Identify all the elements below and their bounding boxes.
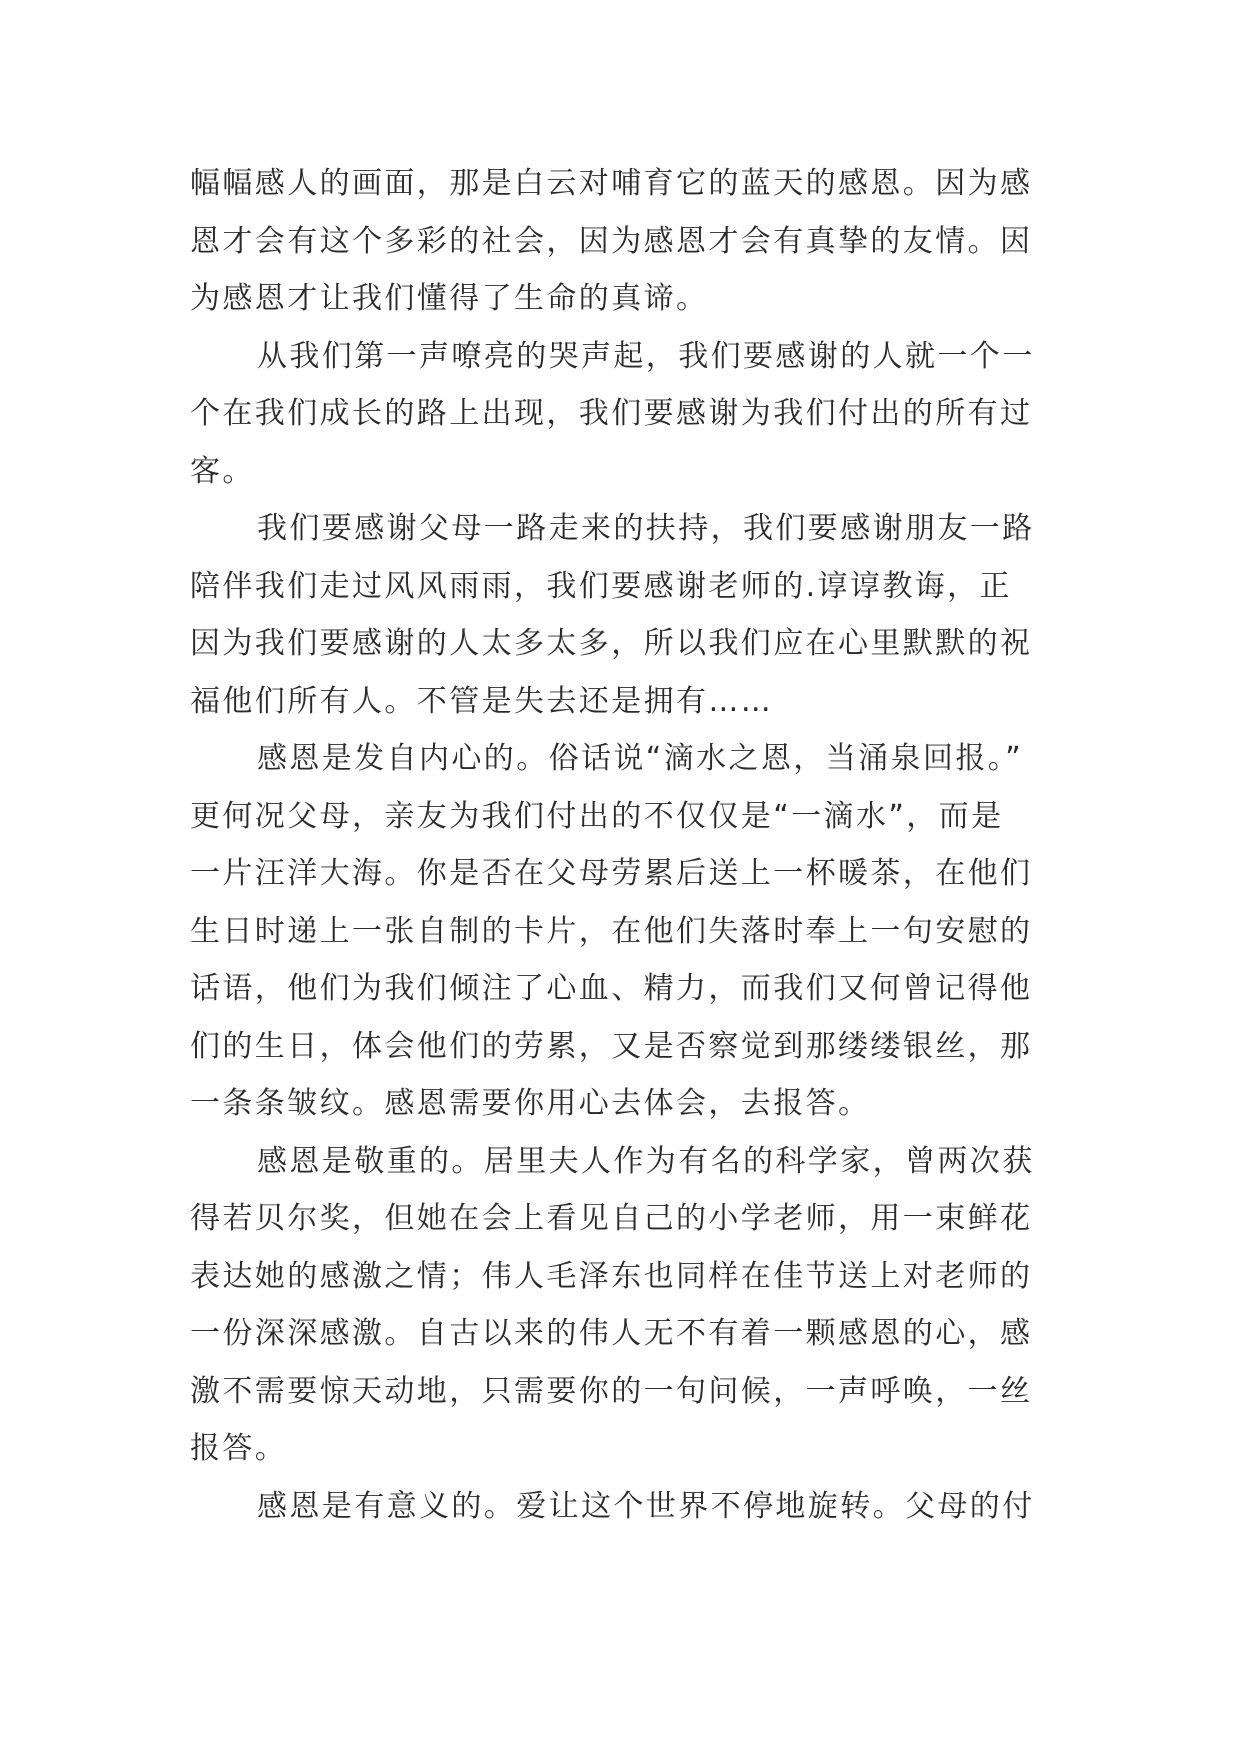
text-line: 福他们所有人。不管是失去还是拥有…… (190, 683, 774, 719)
text-line: 感恩是有意义的。爱让这个世界不停地旋转。父母的付 (257, 1488, 1035, 1524)
text-line: 生日时递上一张自制的卡片，在他们失落时奉上一句安慰的 (190, 913, 1033, 949)
text-line: 客。 (190, 453, 255, 489)
text-line: 一片汪洋大海。你是否在父母劳累后送上一杯暖茶，在他们 (190, 856, 1033, 891)
text-line: 为感恩才让我们懂得了生命的真谛。 (190, 281, 709, 316)
text-line: 们的生日，体会他们的劳累，又是否察觉到那缕缕银丝，那 (190, 1028, 1033, 1064)
text-line: 报答。 (190, 1431, 288, 1466)
text-line: 激不需要惊天动地，只需要你的一句问候，一声呼唤，一丝 (190, 1373, 1033, 1409)
text-line: 恩才会有这个多彩的社会，因为感恩才会有真挚的友情。因 (190, 223, 1033, 259)
text-line: 话语，他们为我们倾注了心血、精力，而我们又何曾记得他 (190, 971, 1033, 1006)
text-line: 感恩是发自内心的。俗话说“滴水之恩，当涌泉回报。” (257, 741, 1024, 776)
text-line: 因为我们要感谢的人太多太多，所以我们应在心里默默的祝 (190, 626, 1033, 661)
text-line: 感恩是敬重的。居里夫人作为有名的科学家，曾两次获 (257, 1143, 1035, 1179)
text-line: 我们要感谢父母一路走来的扶持，我们要感谢朋友一路 (257, 511, 1035, 546)
text-line: 表达她的感激之情；伟人毛泽东也同样在佳节送上对老师的 (190, 1258, 1033, 1294)
text-line: 从我们第一声嘹亮的哭声起，我们要感谢的人就一个一 (257, 338, 1035, 374)
text-line: 更何况父母，亲友为我们付出的不仅仅是“一滴水”，而是 (190, 798, 1004, 834)
text-line: 幅幅感人的画面，那是白云对哺育它的蓝天的感恩。因为感 (190, 166, 1033, 201)
text-line: 个在我们成长的路上出现，我们要感谢为我们付出的所有过 (190, 396, 1033, 431)
text-line: 陪伴我们走过风风雨雨，我们要感谢老师的.谆谆教诲，正 (190, 568, 1012, 604)
text-line: 一条条皱纹。感恩需要你用心去体会，去报答。 (190, 1086, 871, 1121)
text-line: 得若贝尔奖，但她在会上看见自己的小学老师，用一束鲜花 (190, 1201, 1033, 1236)
text-line: 一份深深感激。自古以来的伟人无不有着一颗感恩的心，感 (190, 1316, 1033, 1351)
document-body-text (190, 155, 1050, 1535)
